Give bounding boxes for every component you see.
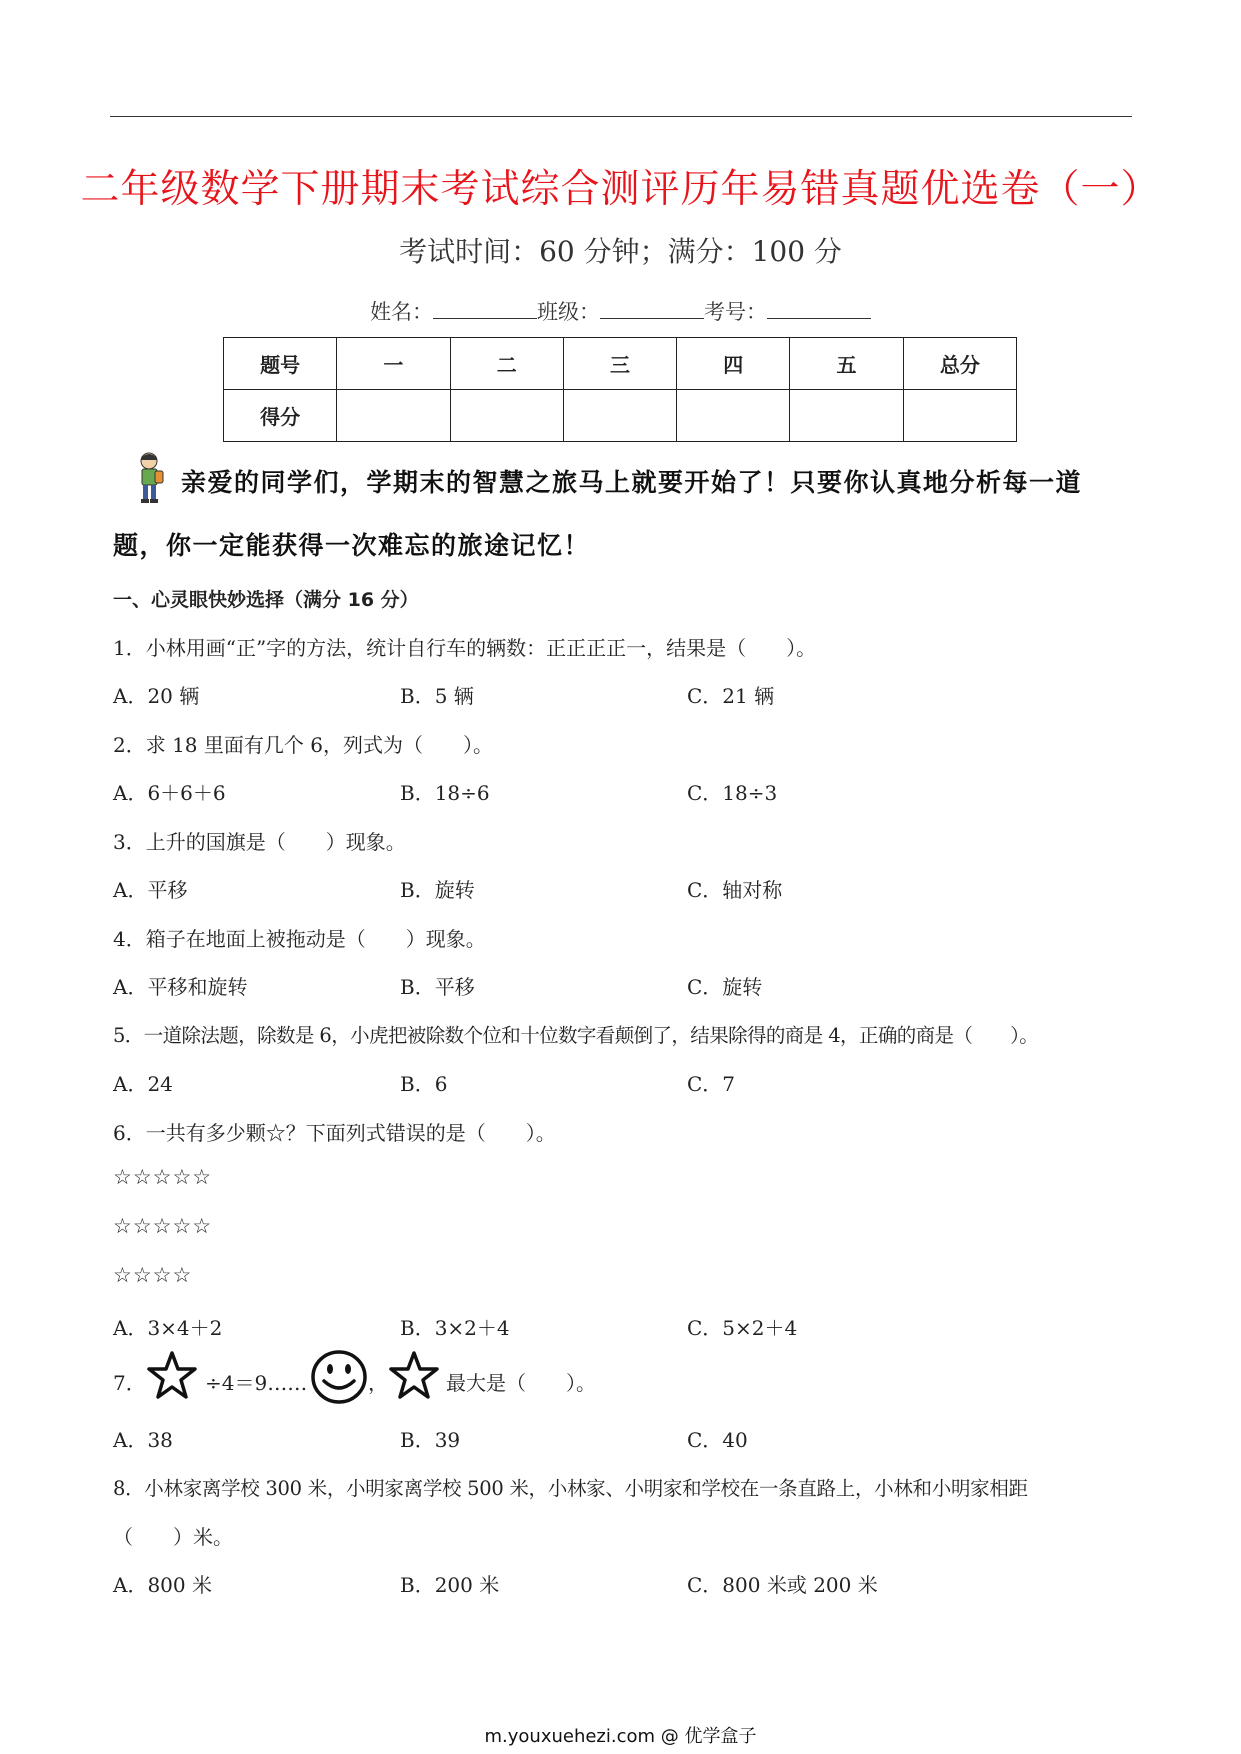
page-title: 二年级数学下册期末考试综合测评历年易错真题优选卷（一）	[80, 167, 1161, 212]
option-a[interactable]: A．20 辆	[113, 684, 200, 708]
top-rule	[110, 116, 1132, 117]
question-7-text: 最大是（ ）。	[446, 1371, 596, 1395]
question-2: 2．求 18 里面有几个 6，列式为（ ）。	[113, 733, 493, 757]
student-info-line	[0, 296, 1241, 326]
question-7-expression: ÷4＝9……	[205, 1371, 308, 1395]
question-8-continued: （ ）米。	[113, 1525, 233, 1549]
footer-watermark: m.youxuehezi.com @ 优学盒子	[484, 1726, 757, 1747]
option-b[interactable]: B．200 米	[400, 1573, 500, 1597]
class-label: 班级：	[537, 300, 600, 324]
option-a[interactable]: A．6＋6＋6	[113, 781, 226, 805]
option-a[interactable]: A．800 米	[113, 1573, 212, 1597]
number-label: 考号：	[704, 300, 767, 324]
star-shape-icon	[388, 1350, 440, 1402]
option-c[interactable]: C．40	[687, 1428, 748, 1452]
option-b[interactable]: B．39	[400, 1428, 461, 1452]
question-7-comma: ，	[368, 1371, 388, 1395]
score-table-row	[224, 390, 1017, 442]
star-row: ☆☆☆☆☆	[113, 1165, 213, 1189]
smiley-face-icon	[310, 1349, 368, 1405]
option-b[interactable]: B．平移	[400, 975, 475, 999]
option-c[interactable]: C．800 米或 200 米	[687, 1573, 878, 1597]
score-cell[interactable]	[450, 390, 563, 442]
question-4: 4．箱子在地面上被拖动是（ ）现象。	[113, 927, 486, 951]
question-7-number: 7．	[113, 1371, 146, 1395]
intro-paragraph: 亲爱的同学们，学期末的智慧之旅马上就要开始了！只要你认真地分析每一道题，你一定能获得一次难忘的旅途记忆！	[113, 468, 1083, 560]
question-3: 3．上升的国旗是（ ）现象。	[113, 830, 406, 854]
score-header-cell: 总分	[903, 338, 1016, 390]
section-title: 一、心灵眼快妙选择（满分 16 分）	[113, 589, 419, 611]
option-c[interactable]: C．21 辆	[687, 684, 775, 708]
score-cell[interactable]	[790, 390, 903, 442]
option-b[interactable]: B．旋转	[400, 878, 475, 902]
score-header-cell: 四	[677, 338, 790, 390]
score-header-cell: 三	[563, 338, 676, 390]
option-a[interactable]: A．平移	[113, 878, 188, 902]
star-row: ☆☆☆☆☆	[113, 1214, 213, 1238]
option-c[interactable]: C．7	[687, 1072, 736, 1096]
option-c[interactable]: C．18÷3	[687, 781, 778, 805]
option-a[interactable]: A．24	[113, 1072, 173, 1096]
question-1: 1．小林用画“正”字的方法，统计自行车的辆数：正正正正一，结果是（ ）。	[113, 636, 817, 660]
score-cell[interactable]	[677, 390, 790, 442]
option-c[interactable]: C．5×2＋4	[687, 1316, 798, 1340]
option-a[interactable]: A．38	[113, 1428, 173, 1452]
exam-subtitle: 考试时间：60 分钟；满分：100 分	[399, 235, 842, 268]
question-5: 5．一道除法题，除数是 6，小虎把被除数个位和十位数字看颠倒了，结果除得的商是 4，正确的商是（ ）。	[113, 1024, 1039, 1047]
question-6: 6．一共有多少颗☆？下面列式错误的是（ ）。	[113, 1121, 556, 1145]
score-table-header-row	[224, 338, 1017, 390]
score-header-cell: 一	[337, 338, 450, 390]
score-row-label: 得分	[224, 390, 337, 442]
score-cell[interactable]	[337, 390, 450, 442]
option-b[interactable]: B．6	[400, 1072, 448, 1096]
score-header-cell: 二	[450, 338, 563, 390]
score-cell[interactable]	[563, 390, 676, 442]
option-b[interactable]: B．18÷6	[400, 781, 490, 805]
class-blank[interactable]	[600, 300, 704, 319]
option-c[interactable]: C．轴对称	[687, 878, 783, 902]
question-8: 8．小林家离学校 300 米，小明家离学校 500 米，小林家、小明家和学校在一条直路上，小林和小明家相距	[113, 1477, 1028, 1500]
score-cell[interactable]	[903, 390, 1016, 442]
option-a[interactable]: A．平移和旋转	[113, 975, 248, 999]
option-c[interactable]: C．旋转	[687, 975, 763, 999]
score-table	[223, 337, 1017, 442]
option-b[interactable]: B．3×2＋4	[400, 1316, 510, 1340]
score-header-cell: 题号	[224, 338, 337, 390]
option-b[interactable]: B．5 辆	[400, 684, 474, 708]
name-blank[interactable]	[433, 300, 537, 319]
name-label: 姓名：	[370, 300, 433, 324]
option-a[interactable]: A．3×4＋2	[113, 1316, 223, 1340]
star-shape-icon	[146, 1350, 198, 1402]
score-header-cell: 五	[790, 338, 903, 390]
star-row: ☆☆☆☆	[113, 1263, 193, 1287]
number-blank[interactable]	[767, 300, 871, 319]
